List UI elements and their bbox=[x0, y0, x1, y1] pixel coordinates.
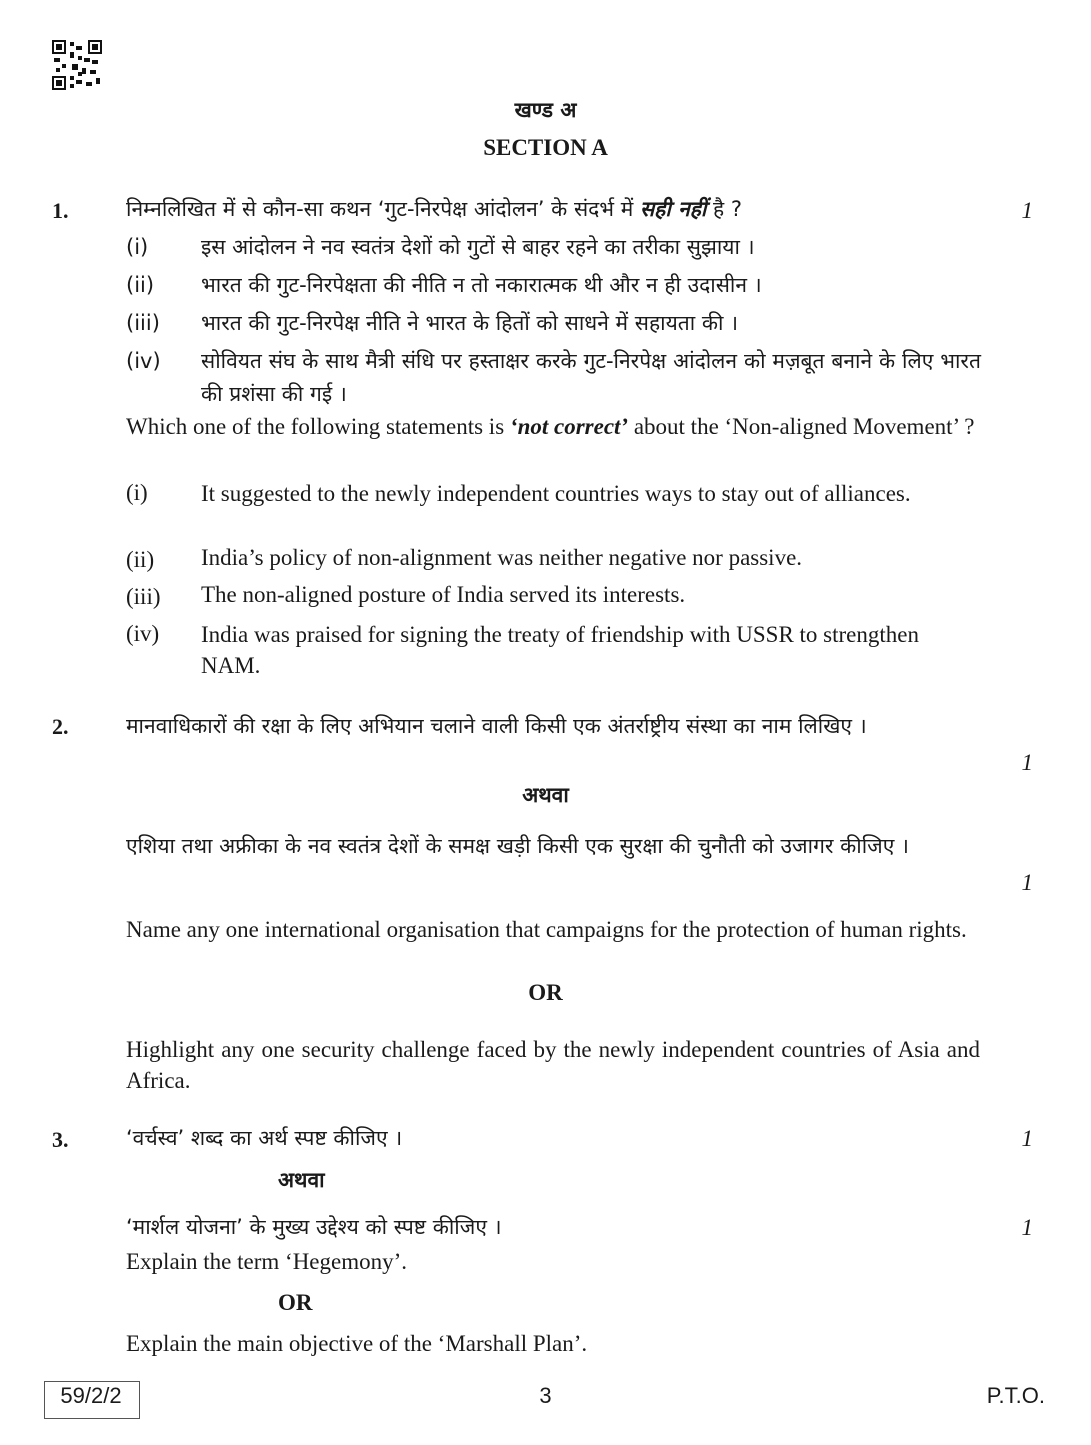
question-3-hindi-alt: ‘मार्शल योजना’ के मुख्य उद्देश्य को स्पष्ट कीजिए । bbox=[126, 1215, 502, 1239]
pto-label: P.T.O. bbox=[986, 1383, 1045, 1408]
section-title-english: SECTION A bbox=[483, 135, 608, 160]
marks: 1 bbox=[1021, 198, 1033, 223]
question-1-hindi bbox=[126, 195, 986, 223]
option-text: सोवियत संघ के साथ मैत्री संधि पर हस्ताक्षर करके गुट-निरपेक्ष आंदोलन को मज़बूत बनाने के लिए भारत की प्रशंसा की गई । bbox=[201, 349, 981, 406]
q1-hindi-emphasis: सही नहीं bbox=[639, 197, 707, 221]
option-label: (iii) bbox=[126, 311, 160, 335]
question-number: 3. bbox=[52, 1127, 69, 1152]
option-label: (iii) bbox=[126, 584, 161, 609]
option-label: (ii) bbox=[126, 273, 155, 297]
question-1-english bbox=[126, 411, 980, 442]
qr-code bbox=[52, 40, 102, 90]
option-text: India was praised for signing the treaty of friendship with USSR to strengthen NAM. bbox=[201, 622, 919, 678]
question-2-english-alt: Highlight any one security challenge faced by the newly independent countries of Asia and Africa. bbox=[126, 1037, 980, 1093]
or-english: OR bbox=[278, 1290, 313, 1315]
page-number: 3 bbox=[539, 1383, 552, 1408]
paper-code: 59/2/2 bbox=[60, 1383, 122, 1408]
question-3-english-alt: Explain the main objective of the ‘Marshall Plan’. bbox=[126, 1331, 588, 1356]
or-english: OR bbox=[528, 980, 563, 1005]
question-2-hindi: मानवाधिकारों की रक्षा के लिए अभियान चलाने वाली किसी एक अंतर्राष्ट्रीय संस्था का नाम लिखिए । bbox=[126, 714, 867, 738]
q1-english-text: Which one of the following statements is bbox=[126, 414, 510, 439]
option-label: (i) bbox=[126, 235, 149, 259]
section-title-hindi: खण्ड अ bbox=[514, 98, 577, 122]
q1-hindi-end: है ? bbox=[706, 197, 742, 221]
option-label: (ii) bbox=[126, 547, 155, 572]
q1-english-emphasis: ‘not correct’ bbox=[509, 414, 629, 439]
question-2-hindi-alt: एशिया तथा अफ्रीका के नव स्वतंत्र देशों के समक्ष खड़ी किसी एक सुरक्षा की चुनौती को उजागर कीजिए । bbox=[126, 834, 909, 858]
question-2-english: Name any one international organisation that campaigns for the protection of human rights. bbox=[126, 917, 967, 942]
q1-english-end: about the ‘Non-aligned Movement’ ? bbox=[628, 414, 975, 439]
option-text: India’s policy of non-alignment was neither negative nor passive. bbox=[201, 545, 803, 570]
option-text: It suggested to the newly independent countries ways to stay out of alliances. bbox=[201, 481, 911, 506]
question-3-english: Explain the term ‘Hegemony’. bbox=[126, 1249, 408, 1274]
option-label: (iv) bbox=[126, 349, 161, 373]
option-text: इस आंदोलन ने नव स्वतंत्र देशों को गुटों से बाहर रहने का तरीका सुझाया । bbox=[201, 235, 755, 259]
question-3-hindi: ‘वर्चस्व’ शब्द का अर्थ स्पष्ट कीजिए । bbox=[126, 1126, 403, 1150]
question-number: 1. bbox=[52, 198, 69, 223]
marks: 1 bbox=[1021, 1215, 1033, 1240]
q1-hindi-text: निम्नलिखित में से कौन-सा कथन ‘गुट-निरपेक्ष आंदोलन’ के संदर्भ में bbox=[126, 197, 640, 221]
option-label: (iv) bbox=[126, 621, 160, 646]
option-text: भारत की गुट-निरपेक्ष नीति ने भारत के हितों को साधने में सहायता की । bbox=[201, 311, 739, 335]
option-text: The non-aligned posture of India served its interests. bbox=[201, 582, 686, 607]
question-number: 2. bbox=[52, 714, 69, 739]
marks: 1 bbox=[1021, 750, 1033, 775]
or-hindi: अथवा bbox=[522, 783, 569, 807]
or-hindi: अथवा bbox=[278, 1168, 325, 1192]
marks: 1 bbox=[1021, 870, 1033, 895]
marks: 1 bbox=[1021, 1126, 1033, 1151]
option-text: भारत की गुट-निरपेक्षता की नीति न तो नकारात्मक थी और न ही उदासीन । bbox=[201, 273, 762, 297]
option-label: (i) bbox=[126, 480, 148, 505]
